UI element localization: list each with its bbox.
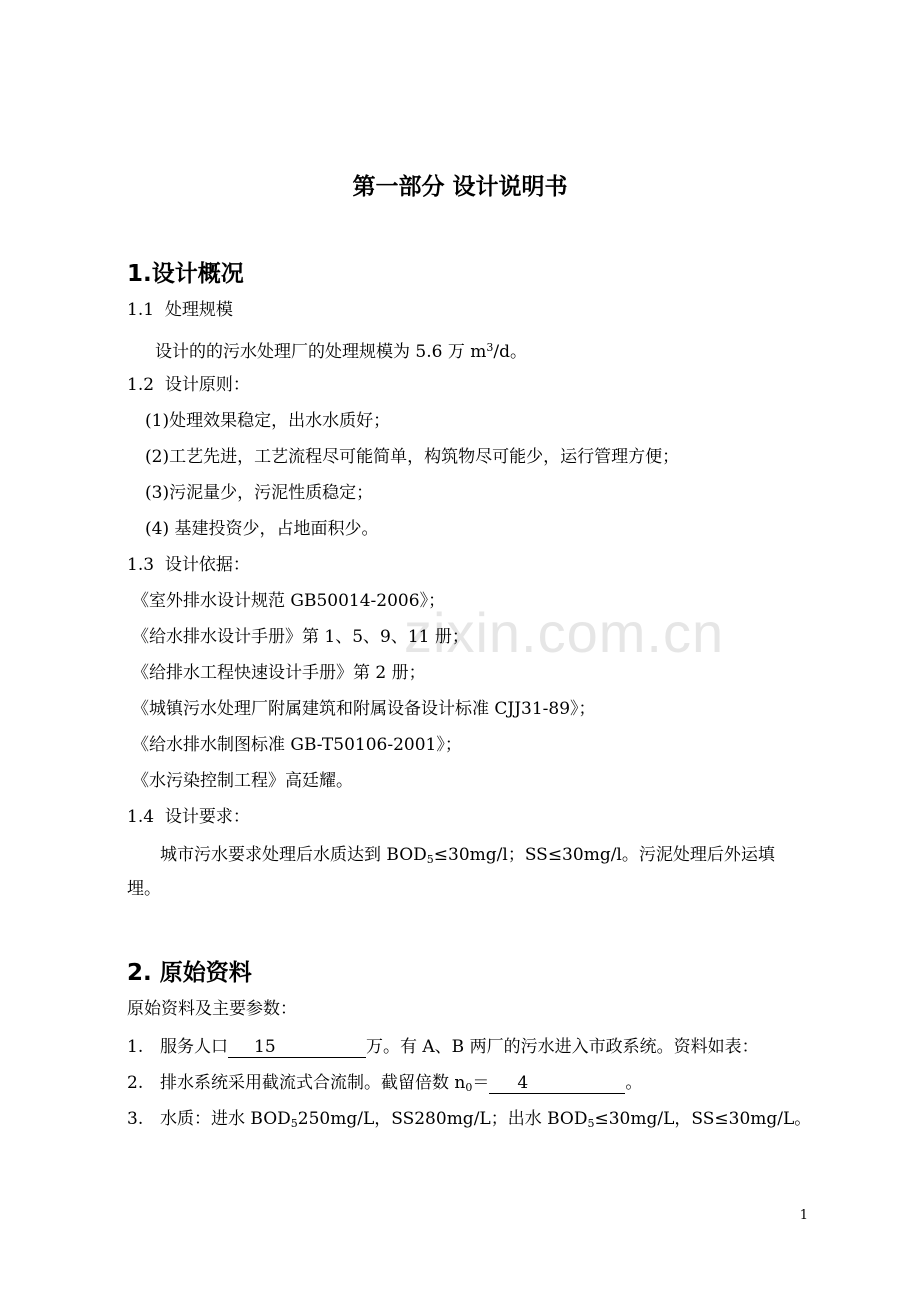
scale-unit-text: /d。 bbox=[493, 342, 527, 362]
data-item-1 bbox=[127, 1035, 759, 1059]
item-number: 2. bbox=[127, 1073, 144, 1093]
item-text: 服务人口 bbox=[160, 1037, 228, 1057]
item-text-cont: 。 bbox=[625, 1073, 643, 1093]
section-2-heading: 2. 原始资料 bbox=[127, 960, 252, 986]
population-value: 15 bbox=[228, 1037, 366, 1058]
requirement-text-cont: ≤30mg/l；SS≤30mg/l。污泥处理后外运填 bbox=[433, 845, 775, 865]
bod-subscript: 5 bbox=[426, 853, 434, 866]
subsection-number: 1.3 bbox=[127, 555, 155, 575]
requirement-paragraph bbox=[160, 843, 775, 872]
scale-text: 设计的的污水处理厂的处理规模为 5.6 万 m bbox=[155, 342, 487, 362]
reference-item: 《给排水工程快速设计手册》第 2 册； bbox=[132, 663, 426, 683]
section-1-heading: 1.设计概况 bbox=[127, 261, 244, 287]
subsection-number: 1.2 bbox=[127, 375, 155, 395]
subsection-1-4 bbox=[127, 805, 250, 829]
item-text-cont: 万。有 A、B 两厂的污水进入市政系统。资料如表： bbox=[366, 1037, 759, 1057]
principle-item: (2)工艺先进，工艺流程尽可能简单，构筑物尽可能少，运行管理方便； bbox=[145, 447, 680, 467]
principle-item: (3)污泥量少，污泥性质稳定； bbox=[145, 483, 374, 503]
subsection-label: 设计依据： bbox=[164, 555, 250, 575]
subsection-label: 设计原则： bbox=[164, 375, 250, 395]
reference-item: 《给水排水设计手册》第 1、5、9、11 册； bbox=[132, 627, 469, 647]
subsection-number: 1.1 bbox=[127, 300, 155, 320]
item-text: 水质：进水 BOD bbox=[160, 1109, 291, 1129]
reference-item: 《给水排水制图标准 GB-T50106-2001》； bbox=[132, 735, 462, 755]
subsection-1-2 bbox=[127, 373, 250, 397]
data-item-2 bbox=[127, 1071, 642, 1100]
item-number: 1. bbox=[127, 1037, 144, 1057]
principle-item: (1)处理效果稳定，出水水质好； bbox=[145, 411, 391, 431]
reference-item: 《城镇污水处理厂附属建筑和附属设备设计标准 CJJ31-89》； bbox=[132, 699, 596, 719]
scale-paragraph bbox=[155, 336, 527, 364]
subsection-label: 处理规模 bbox=[164, 300, 233, 320]
unit-superscript: 3 bbox=[486, 341, 494, 354]
principle-item: (4) 基建投资少，占地面积少。 bbox=[145, 519, 379, 539]
item-text-cont: 250mg/L，SS280mg/L；出水 BOD bbox=[297, 1109, 588, 1129]
subsection-1-3 bbox=[127, 553, 250, 577]
n-subscript: 0 bbox=[465, 1081, 473, 1094]
subsection-label: 设计要求： bbox=[164, 807, 250, 827]
reference-item: 《水污染控制工程》高廷耀。 bbox=[132, 771, 353, 791]
watermark: zixin.com.cn bbox=[404, 601, 725, 664]
page-number: 1 bbox=[799, 1208, 808, 1223]
reference-item: 《室外排水设计规范 GB50014-2006》； bbox=[132, 591, 446, 611]
item-text-end: ≤30mg/L，SS≤30mg/L。 bbox=[594, 1109, 812, 1129]
data-item-3 bbox=[127, 1107, 811, 1136]
subsection-1-1 bbox=[127, 298, 233, 322]
document-title: 第一部分 设计说明书 bbox=[352, 174, 568, 200]
requirement-text: 城市污水要求处理后水质达到 BOD bbox=[160, 845, 427, 865]
requirement-paragraph-end: 埋。 bbox=[127, 879, 161, 899]
subsection-number: 1.4 bbox=[127, 807, 155, 827]
interception-ratio-value: 4 bbox=[489, 1073, 625, 1094]
bod-subscript: 5 bbox=[587, 1117, 595, 1130]
bod-subscript: 5 bbox=[290, 1117, 298, 1130]
equals-sign: ＝ bbox=[472, 1073, 490, 1093]
item-number: 3. bbox=[127, 1109, 144, 1129]
item-text: 排水系统采用截流式合流制。截留倍数 n bbox=[160, 1073, 466, 1093]
section-2-intro: 原始资料及主要参数： bbox=[127, 999, 297, 1019]
